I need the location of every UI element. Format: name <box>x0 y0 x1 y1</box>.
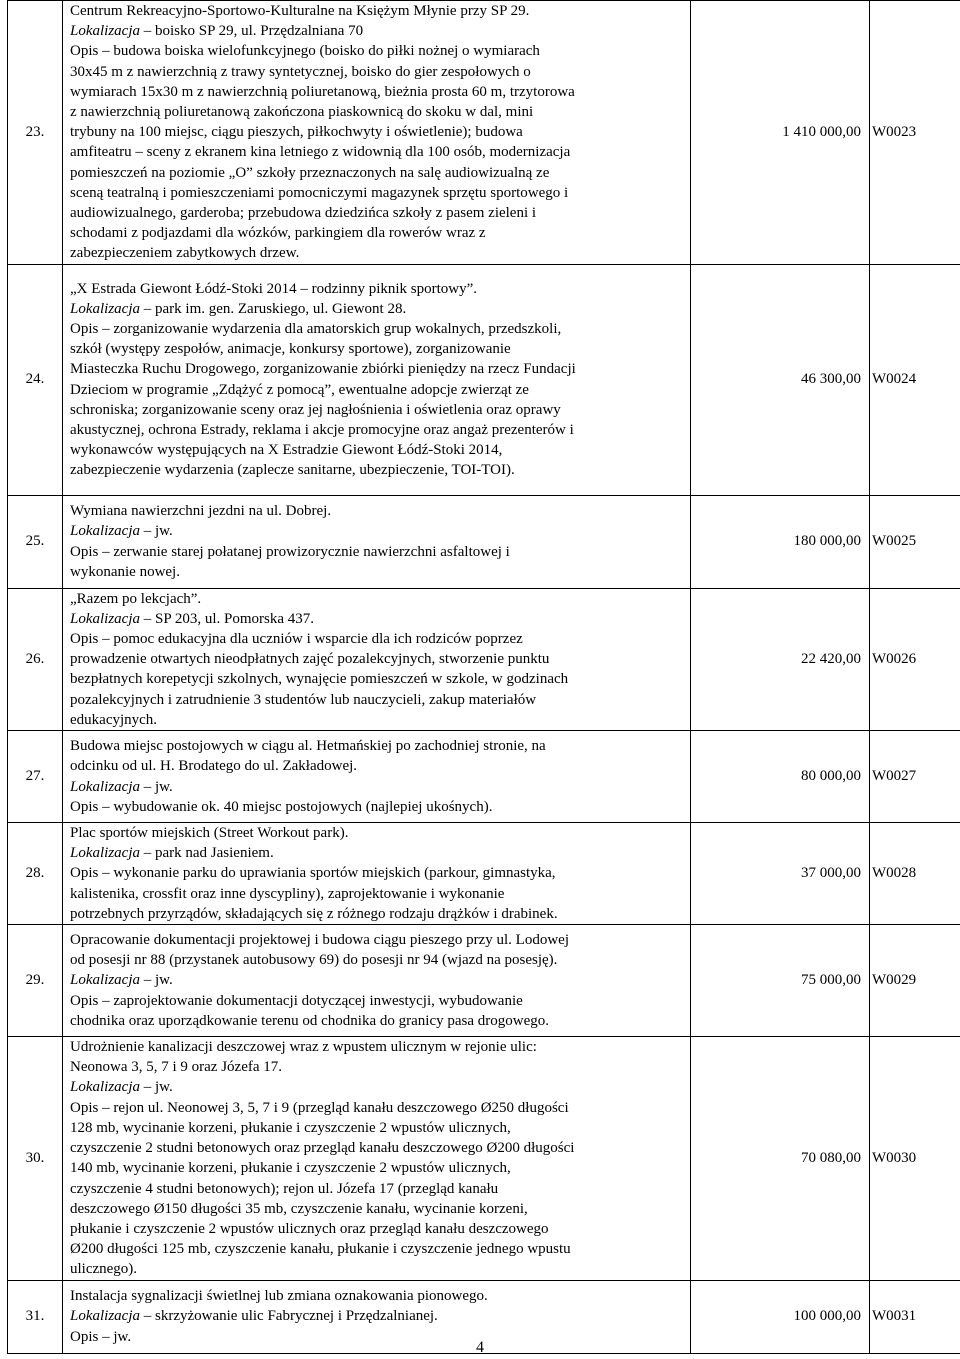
description-line: Miasteczka Ruchu Drogowego, zorganizowanie zbiórki pieniędzy na rzecz Fundacji <box>70 361 576 378</box>
row-number: 31. <box>8 1280 63 1353</box>
item-amount: 75 000,00 <box>691 925 870 1037</box>
item-code: W0026 <box>870 588 960 730</box>
description-line: Udrożnienie kanalizacji deszczowej wraz z wpustem ulicznym w rejonie ulic: <box>70 1039 537 1056</box>
budget-items-table <box>7 0 960 1354</box>
description-line: amfiteatru – sceny z ekranem kina letniego z widownią dla 100 osób, modernizacja <box>70 144 571 161</box>
item-amount: 46 300,00 <box>691 264 870 495</box>
description-line: deszczowego Ø150 długości 35 mb, czyszczenie kanału, wycinanie korzeni, <box>70 1200 528 1217</box>
table-row <box>8 495 960 588</box>
description-line: audiowizualnego, garderoba; przebudowa dziedzińca szkoły z pasem zieleni i <box>70 205 537 222</box>
description-line: akustycznej, ochrona Estrady, reklama i akcje promocyjne oraz angaż prezenterów i <box>70 422 574 439</box>
description-line: Opis – zaprojektowanie dokumentacji dotyczącej inwestycji, wybudowanie <box>70 992 523 1009</box>
description-line: bezpłatnych korepetycji szkolnych, wynajęcie pomieszczeń w szkole, w godzinach <box>70 671 569 688</box>
description-line: pozalekcyjnych i zatrudnienie 3 studentów lub nauczycieli, zakup materiałów <box>70 691 537 708</box>
description-line: kalistenika, crossfit oraz inne dyscypliny), zaprojektowanie i wykonanie <box>70 885 505 902</box>
item-code: W0031 <box>870 1280 960 1353</box>
item-code: W0025 <box>870 495 960 588</box>
item-amount: 70 080,00 <box>691 1037 870 1280</box>
row-number: 26. <box>8 588 63 730</box>
item-amount: 22 420,00 <box>691 588 870 730</box>
description-line: Opis – jw. <box>70 1328 132 1345</box>
description-line: od posesji nr 88 (przystanek autobusowy 69) do posesji nr 94 (wjazd na posesję). <box>70 952 558 969</box>
description-line: czyszczenie 4 studni betonowych); rejon ul. Józefa 17 (przegląd kanału <box>70 1180 499 1197</box>
description-line: schroniska; zorganizowanie sceny oraz jej nagłośnienia i oświetlenia oraz oprawy <box>70 401 561 418</box>
description-line: Opis – wybudowanie ok. 40 miejsc postojowych (najlepiej ukośnych). <box>70 798 493 815</box>
description-line: Lokalizacja – jw. <box>70 1079 173 1096</box>
description-line: odcinku od ul. H. Brodatego do ul. Zakładowej. <box>70 758 358 775</box>
description-line: Wymiana nawierzchni jezdni na ul. Dobrej. <box>70 503 332 520</box>
description-line: szkół (występy zespołów, animacje, konkursy sportowe), zorganizowanie <box>70 341 511 358</box>
description-line: Opis – pomoc edukacyjna dla uczniów i wsparcie dla ich rodziców poprzez <box>70 631 523 648</box>
item-code: W0028 <box>870 823 960 925</box>
item-code: W0023 <box>870 1 960 265</box>
description-line: zabezpieczeniem zabytkowych drzew. <box>70 245 300 262</box>
item-code: W0024 <box>870 264 960 495</box>
description-line: „Razem po lekcjach”. <box>70 590 202 607</box>
table-row <box>8 823 960 925</box>
description-line: Lokalizacja – jw. <box>70 778 173 795</box>
row-number: 30. <box>8 1037 63 1280</box>
page-number: 4 <box>476 1339 484 1356</box>
item-description <box>63 823 691 925</box>
description-line: Instalacja sygnalizacji świetlnej lub zmiana oznakowania pionowego. <box>70 1288 488 1305</box>
description-line: chodnika oraz uporządkowanie terenu od chodnika do granicy pasa drogowego. <box>70 1012 549 1029</box>
item-description <box>63 588 691 730</box>
description-line: Lokalizacja – skrzyżowanie ulic Fabrycznej i Przędzalnianej. <box>70 1308 438 1325</box>
row-number: 28. <box>8 823 63 925</box>
description-line: 128 mb, wycinanie korzeni, płukanie i czyszczenie 2 wpustów ulicznych, <box>70 1119 511 1136</box>
description-line: schodami z podjazdami dla wózków, parkingiem dla rowerów wraz z <box>70 225 486 242</box>
description-line: wykonawców występujących na X Estradzie Giewont Łódź-Stoki 2014, <box>70 442 503 459</box>
description-line: Plac sportów miejskich (Street Workout park). <box>70 825 349 842</box>
item-amount: 180 000,00 <box>691 495 870 588</box>
description-line: 140 mb, wycinanie korzeni, płukanie i czyszczenie 2 wpustów ulicznych, <box>70 1160 511 1177</box>
description-line: „X Estrada Giewont Łódź-Stoki 2014 – rodzinny piknik sportowy”. <box>70 280 478 297</box>
description-line: Centrum Rekreacyjno-Sportowo-Kulturalne na Księżym Młynie przy SP 29. <box>70 3 530 19</box>
description-line: Opis – budowa boiska wielofunkcyjnego (boisko do piłki nożnej o wymiarach <box>70 43 540 60</box>
description-line: Opracowanie dokumentacji projektowej i budowa ciągu pieszego przy ul. Lodowej <box>70 932 570 949</box>
row-number: 25. <box>8 495 63 588</box>
description-line: czyszczenie 2 studni betonowych oraz przegląd kanału deszczowego Ø200 długości <box>70 1140 575 1157</box>
description-line: Opis – zerwanie starej połatanej prowizorycznie nawierzchni asfaltowej i <box>70 543 510 560</box>
description-line: z nawierzchnią poliuretanową zakończona piaskownicą do skoku w dal, mini <box>70 104 534 121</box>
row-number: 23. <box>8 1 63 265</box>
description-line: Lokalizacja – boisko SP 29, ul. Przędzalniana 70 <box>70 23 364 40</box>
item-amount: 100 000,00 <box>691 1280 870 1353</box>
row-number: 29. <box>8 925 63 1037</box>
description-line: Lokalizacja – jw. <box>70 523 173 540</box>
item-description <box>63 1 691 265</box>
description-line: Ø200 długości 125 mb, czyszczenie kanału, płukanie i czyszczenie jednego wpustu <box>70 1241 571 1258</box>
description-line: trybuny na 100 miejsc, ciągu pieszych, piłkochwyty i oświetlenie); budowa <box>70 124 523 141</box>
description-line: 30x45 m z nawierzchnią z trawy syntetycznej, boisko do gier zespołowych o <box>70 63 531 80</box>
item-amount: 37 000,00 <box>691 823 870 925</box>
item-code: W0030 <box>870 1037 960 1280</box>
item-code: W0027 <box>870 731 960 823</box>
description-line: wymiarach 15x30 m z nawierzchnią poliuretanową, bieżnia prosta 60 m, trzytorowa <box>70 83 575 100</box>
table-row <box>8 1 960 265</box>
table-body <box>8 1 960 1354</box>
table-row <box>8 731 960 823</box>
description-line: Opis – wykonanie parku do uprawiania sportów miejskich (parkour, gimnastyka, <box>70 865 556 882</box>
row-number: 24. <box>8 264 63 495</box>
description-line: potrzebnych przyrządów, składających się z różnego rodzaju drążków i drabinek. <box>70 905 558 922</box>
description-line: Budowa miejsc postojowych w ciągu al. Hetmańskiej po zachodniej stronie, na <box>70 738 546 755</box>
row-number: 27. <box>8 731 63 823</box>
description-line: Lokalizacja – jw. <box>70 972 173 989</box>
item-amount: 80 000,00 <box>691 731 870 823</box>
description-line: sceną teatralną i pomieszczeniami pomocniczymi magazynek sprzętu sportowego i <box>70 184 569 201</box>
description-line: Dzieciom w programie „Zdążyć z pomocą”, ewentualne adopcje zwierząt ze <box>70 381 529 398</box>
description-line: prowadzenie otwartych nieodpłatnych zajęć pozalekcyjnych, stworzenie punktu <box>70 651 550 668</box>
table-row <box>8 588 960 730</box>
description-line: Neonowa 3, 5, 7 i 9 oraz Józefa 17. <box>70 1059 283 1076</box>
description-line: Opis – rejon ul. Neonowej 3, 5, 7 i 9 (przegląd kanału deszczowego Ø250 długości <box>70 1099 569 1116</box>
item-description <box>63 925 691 1037</box>
description-line: Lokalizacja – SP 203, ul. Pomorska 437. <box>70 610 315 627</box>
item-amount: 1 410 000,00 <box>691 1 870 265</box>
item-description <box>63 1037 691 1280</box>
description-line: edukacyjnych. <box>70 711 158 728</box>
item-description <box>63 495 691 588</box>
table-row <box>8 264 960 495</box>
item-description <box>63 731 691 823</box>
item-description <box>63 264 691 495</box>
description-line: pomieszczeń na poziomie „O” szkoły przeznaczonych na salę audiowizualną ze <box>70 164 550 181</box>
description-line: Opis – zorganizowanie wydarzenia dla amatorskich grup wokalnych, przedszkoli, <box>70 321 562 338</box>
table-row <box>8 925 960 1037</box>
description-line: płukanie i czyszczenie 2 wpustów ulicznych oraz przegląd kanału deszczowego <box>70 1220 549 1237</box>
table-row <box>8 1037 960 1280</box>
description-line: Lokalizacja – park nad Jasieniem. <box>70 845 274 862</box>
description-line: wykonanie nowej. <box>70 563 180 580</box>
description-line: Lokalizacja – park im. gen. Zaruskiego, ul. Giewont 28. <box>70 300 407 317</box>
description-line: zabezpieczenie wydarzenia (zaplecze sanitarne, ubezpieczenie, TOI-TOI). <box>70 462 515 479</box>
item-code: W0029 <box>870 925 960 1037</box>
description-line: ulicznego). <box>70 1261 138 1278</box>
